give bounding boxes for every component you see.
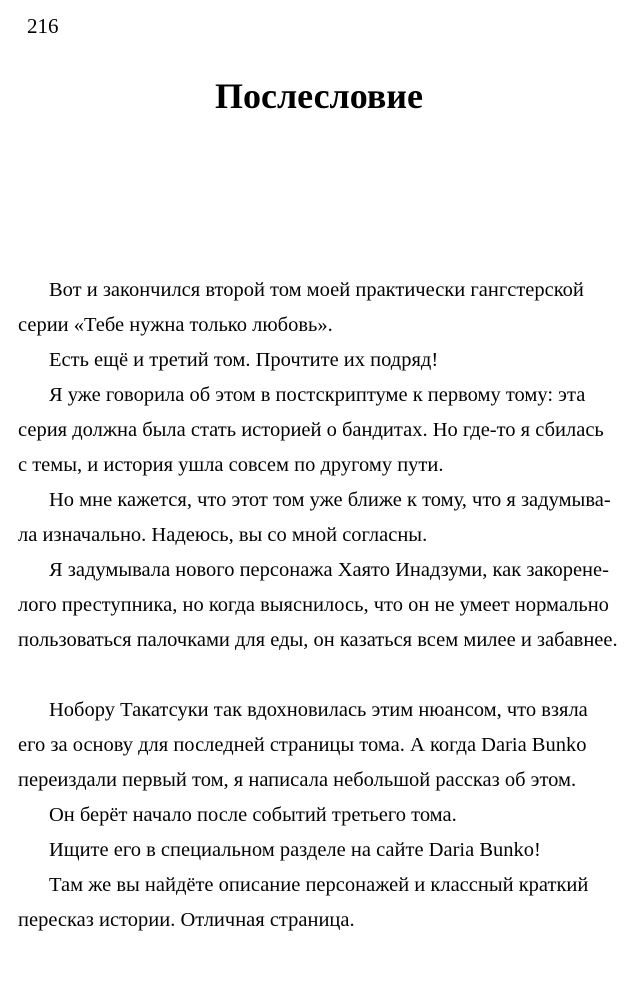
text-line: Ищите его в специальном разделе на сайте Daria Bunko! xyxy=(49,839,541,861)
page-title: Послесловие xyxy=(214,76,424,116)
text-line: Есть ещё и третий том. Прочтите их подряд! xyxy=(49,349,439,371)
text-line: Нобору Такатсуки так вдохновилась этим нюансом, что взяла xyxy=(49,699,588,721)
body-text xyxy=(18,273,638,938)
text-line: Он берёт начало после событий третьего тома. xyxy=(49,804,457,826)
text-line: Я задумывала нового персонажа Хаято Инадзуми, как закорене- xyxy=(49,559,609,581)
text-line: серия должна была стать историей о бандитах. Но где-то я сбилась xyxy=(18,419,604,441)
text-line: пересказ истории. Отличная страница. xyxy=(18,909,355,931)
text-line: пользоваться палочками для еды, он казаться всем милее и забавнее. xyxy=(18,629,618,651)
text-line: Вот и закончился второй том моей практически гангстерской xyxy=(49,279,584,301)
text-line: ла изначально. Надеюсь, вы со мной согласны. xyxy=(18,524,428,546)
text-line: серии «Тебе нужна только любовь». xyxy=(18,314,333,336)
page-number: 216 xyxy=(27,14,59,38)
text-line: с темы, и история ушла совсем по другому пути. xyxy=(18,454,444,476)
paragraph-gap xyxy=(18,658,638,693)
text-line: Я уже говорила об этом в постскриптуме к первому тому: эта xyxy=(49,384,586,406)
text-line: переиздали первый том, я написала небольшой рассказ об этом. xyxy=(18,769,577,791)
text-line: Там же вы найдёте описание персонажей и классный краткий xyxy=(49,874,589,896)
text-line: лого преступника, но когда выяснилось, что он не умеет нормально xyxy=(18,594,609,616)
text-line: Но мне кажется, что этот том уже ближе к тому, что я задумыва- xyxy=(49,489,611,511)
text-line: его за основу для последней страницы тома. А когда Daria Bunko xyxy=(18,734,587,756)
